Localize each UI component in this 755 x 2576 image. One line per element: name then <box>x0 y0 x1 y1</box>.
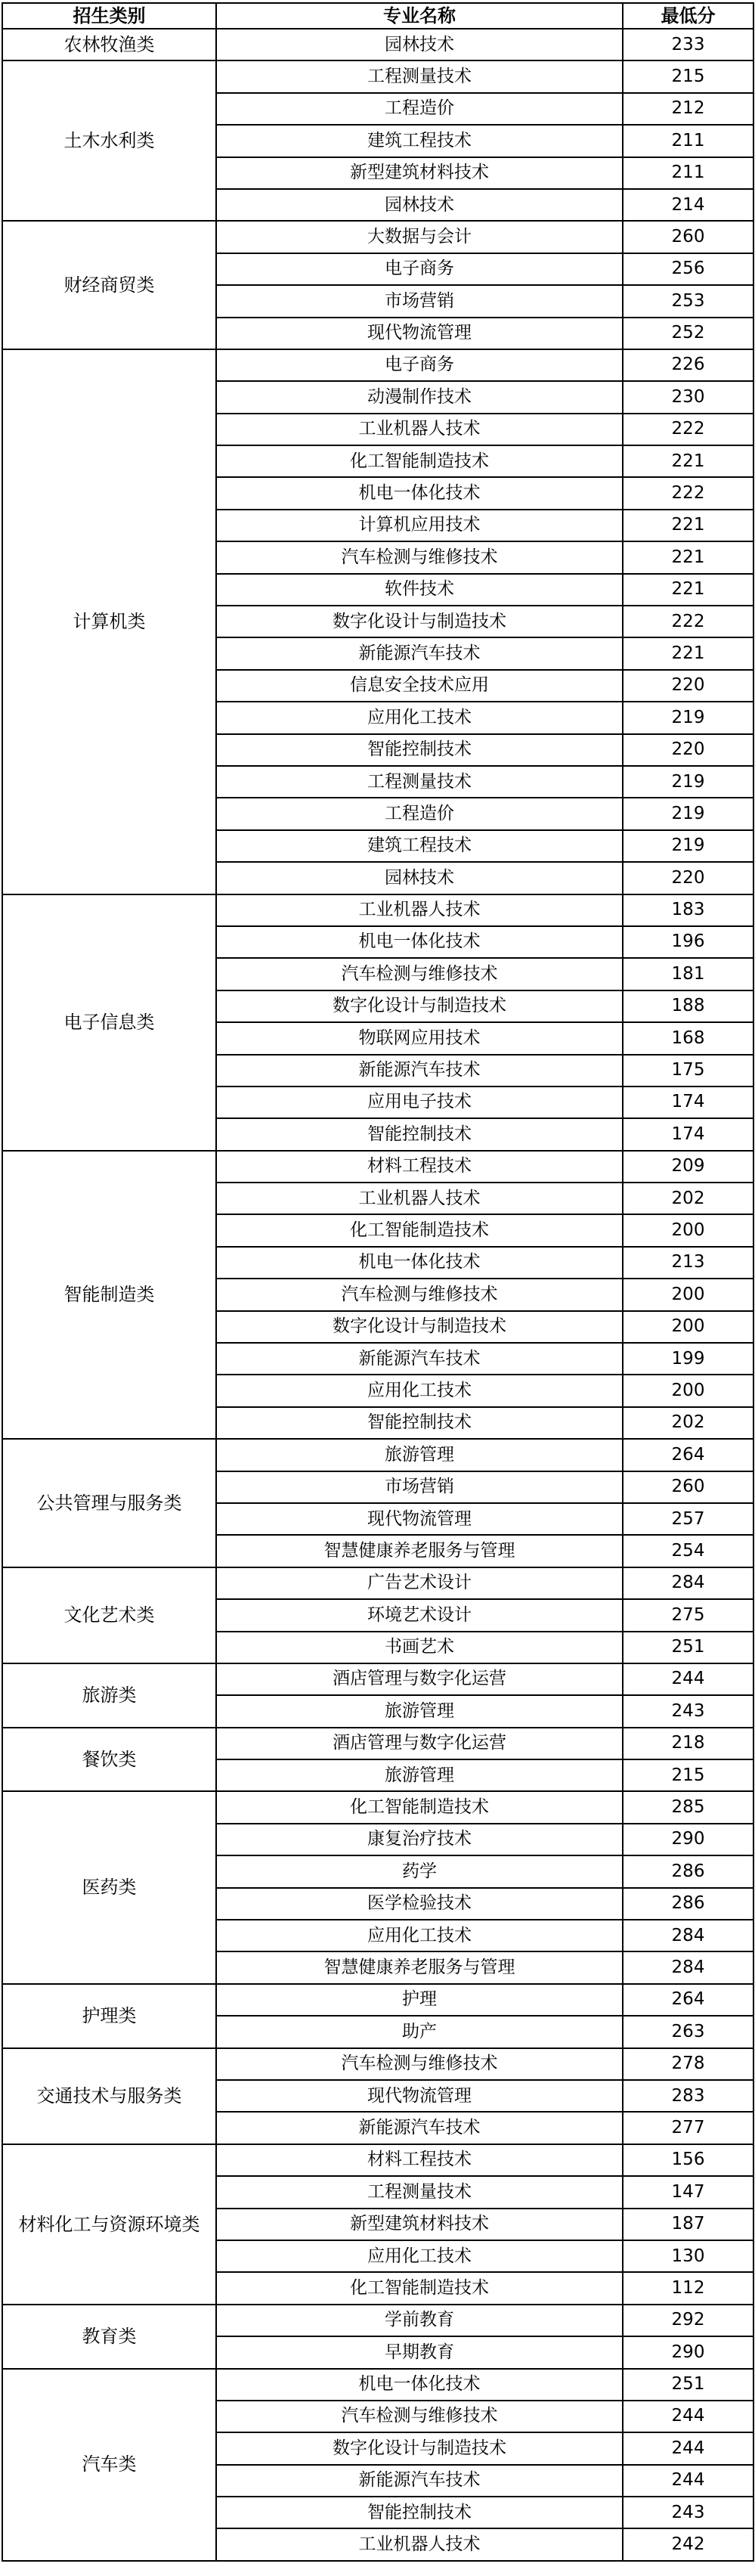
score-cell: 219 <box>623 798 753 829</box>
major-cell: 智能控制技术 <box>216 1407 623 1439</box>
score-cell: 211 <box>623 157 753 189</box>
table-row <box>2 1439 753 1471</box>
header-major: 专业名称 <box>216 3 623 29</box>
table-row <box>2 2048 753 2080</box>
score-cell: 168 <box>623 1022 753 1054</box>
category-cell: 智能制造类 <box>2 1151 216 1440</box>
score-cell: 221 <box>623 541 753 573</box>
score-cell: 251 <box>623 2369 753 2401</box>
header-row <box>2 3 753 29</box>
table-row <box>2 60 753 92</box>
major-cell: 学前教育 <box>216 2305 623 2336</box>
major-cell: 书画艺术 <box>216 1632 623 1663</box>
score-cell: 220 <box>623 734 753 766</box>
major-cell: 大数据与会计 <box>216 221 623 253</box>
score-cell: 221 <box>623 510 753 541</box>
score-cell: 230 <box>623 381 753 413</box>
major-cell: 现代物流管理 <box>216 2080 623 2112</box>
major-cell: 新能源汽车技术 <box>216 2112 623 2144</box>
major-cell: 旅游管理 <box>216 1439 623 1471</box>
category-cell: 文化艺术类 <box>2 1567 216 1663</box>
header-category: 招生类别 <box>2 3 216 29</box>
score-cell: 253 <box>623 285 753 317</box>
major-cell: 汽车检测与维修技术 <box>216 2401 623 2432</box>
score-cell: 175 <box>623 1055 753 1087</box>
score-cell: 112 <box>623 2272 753 2304</box>
admission-score-table <box>2 2 754 2562</box>
major-cell: 园林技术 <box>216 189 623 221</box>
major-cell: 园林技术 <box>216 862 623 894</box>
score-cell: 277 <box>623 2112 753 2144</box>
major-cell: 工程测量技术 <box>216 60 623 92</box>
score-cell: 214 <box>623 189 753 221</box>
major-cell: 现代物流管理 <box>216 1503 623 1535</box>
major-cell: 早期教育 <box>216 2336 623 2368</box>
major-cell: 机电一体化技术 <box>216 1247 623 1279</box>
major-cell: 动漫制作技术 <box>216 381 623 413</box>
score-cell: 174 <box>623 1118 753 1150</box>
score-cell: 264 <box>623 1439 753 1471</box>
category-cell: 公共管理与服务类 <box>2 1439 216 1567</box>
major-cell: 智能控制技术 <box>216 734 623 766</box>
score-cell: 260 <box>623 221 753 253</box>
major-cell: 软件技术 <box>216 574 623 606</box>
major-cell: 医学检验技术 <box>216 1888 623 1920</box>
major-cell: 工业机器人技术 <box>216 2528 623 2560</box>
major-cell: 应用电子技术 <box>216 1087 623 1118</box>
score-cell: 220 <box>623 670 753 702</box>
major-cell: 数字化设计与制造技术 <box>216 2432 623 2464</box>
major-cell: 计算机应用技术 <box>216 510 623 541</box>
score-cell: 285 <box>623 1791 753 1823</box>
score-cell: 264 <box>623 1984 753 2016</box>
score-cell: 220 <box>623 862 753 894</box>
score-cell: 215 <box>623 1759 753 1791</box>
score-cell: 252 <box>623 318 753 349</box>
score-cell: 244 <box>623 1663 753 1695</box>
category-cell: 土木水利类 <box>2 60 216 221</box>
score-cell: 200 <box>623 1311 753 1343</box>
score-cell: 244 <box>623 2465 753 2497</box>
score-cell: 181 <box>623 958 753 990</box>
major-cell: 化工智能制造技术 <box>216 1791 623 1823</box>
table-row <box>2 29 753 60</box>
score-cell: 188 <box>623 990 753 1022</box>
score-cell: 263 <box>623 2016 753 2047</box>
score-cell: 242 <box>623 2528 753 2560</box>
major-cell: 智能控制技术 <box>216 2497 623 2528</box>
score-cell: 183 <box>623 894 753 926</box>
score-cell: 200 <box>623 1214 753 1246</box>
major-cell: 智能控制技术 <box>216 1118 623 1150</box>
major-cell: 助产 <box>216 2016 623 2047</box>
score-cell: 221 <box>623 445 753 477</box>
score-cell: 221 <box>623 637 753 669</box>
score-cell: 219 <box>623 830 753 862</box>
score-cell: 226 <box>623 349 753 381</box>
score-cell: 284 <box>623 1567 753 1599</box>
table-body <box>2 29 753 2561</box>
major-cell: 新型建筑材料技术 <box>216 157 623 189</box>
table-row <box>2 2305 753 2336</box>
score-cell: 156 <box>623 2144 753 2176</box>
major-cell: 工程造价 <box>216 798 623 829</box>
score-cell: 219 <box>623 766 753 798</box>
score-cell: 244 <box>623 2432 753 2464</box>
major-cell: 市场营销 <box>216 285 623 317</box>
table-row <box>2 1728 753 1759</box>
table-row <box>2 2369 753 2401</box>
major-cell: 酒店管理与数字化运营 <box>216 1663 623 1695</box>
score-cell: 202 <box>623 1183 753 1214</box>
major-cell: 物联网应用技术 <box>216 1022 623 1054</box>
major-cell: 市场营销 <box>216 1471 623 1503</box>
score-cell: 196 <box>623 926 753 958</box>
score-cell: 221 <box>623 574 753 606</box>
major-cell: 汽车检测与维修技术 <box>216 958 623 990</box>
score-cell: 256 <box>623 253 753 285</box>
category-cell: 电子信息类 <box>2 894 216 1151</box>
header-score: 最低分 <box>623 3 753 29</box>
table-row <box>2 894 753 926</box>
category-cell: 教育类 <box>2 2305 216 2369</box>
score-cell: 200 <box>623 1279 753 1310</box>
major-cell: 应用化工技术 <box>216 2240 623 2272</box>
score-cell: 130 <box>623 2240 753 2272</box>
major-cell: 机电一体化技术 <box>216 2369 623 2401</box>
table-row <box>2 1663 753 1695</box>
major-cell: 电子商务 <box>216 349 623 381</box>
major-cell: 智慧健康养老服务与管理 <box>216 1951 623 1983</box>
table-row <box>2 1791 753 1823</box>
major-cell: 机电一体化技术 <box>216 477 623 509</box>
major-cell: 旅游管理 <box>216 1759 623 1791</box>
score-cell: 209 <box>623 1151 753 1183</box>
score-cell: 222 <box>623 606 753 637</box>
major-cell: 汽车检测与维修技术 <box>216 1279 623 1310</box>
major-cell: 新能源汽车技术 <box>216 1343 623 1375</box>
score-cell: 212 <box>623 93 753 125</box>
score-cell: 211 <box>623 125 753 157</box>
score-cell: 202 <box>623 1407 753 1439</box>
score-cell: 219 <box>623 702 753 733</box>
major-cell: 新能源汽车技术 <box>216 1055 623 1087</box>
score-cell: 278 <box>623 2048 753 2080</box>
score-cell: 251 <box>623 1632 753 1663</box>
major-cell: 新能源汽车技术 <box>216 637 623 669</box>
score-cell: 284 <box>623 1951 753 1983</box>
major-cell: 化工智能制造技术 <box>216 2272 623 2304</box>
major-cell: 工业机器人技术 <box>216 1183 623 1214</box>
score-cell: 174 <box>623 1087 753 1118</box>
table-row <box>2 1151 753 1183</box>
category-cell: 材料化工与资源环境类 <box>2 2144 216 2305</box>
score-cell: 233 <box>623 29 753 60</box>
category-cell: 护理类 <box>2 1984 216 2048</box>
major-cell: 汽车检测与维修技术 <box>216 2048 623 2080</box>
major-cell: 工业机器人技术 <box>216 894 623 926</box>
score-cell: 244 <box>623 2401 753 2432</box>
major-cell: 广告艺术设计 <box>216 1567 623 1599</box>
score-cell: 286 <box>623 1888 753 1920</box>
score-cell: 283 <box>623 2080 753 2112</box>
major-cell: 工程造价 <box>216 93 623 125</box>
major-cell: 药学 <box>216 1855 623 1887</box>
score-cell: 286 <box>623 1855 753 1887</box>
score-cell: 215 <box>623 60 753 92</box>
category-cell: 餐饮类 <box>2 1728 216 1792</box>
major-cell: 化工智能制造技术 <box>216 445 623 477</box>
major-cell: 机电一体化技术 <box>216 926 623 958</box>
category-cell: 旅游类 <box>2 1663 216 1728</box>
major-cell: 信息安全技术应用 <box>216 670 623 702</box>
score-cell: 199 <box>623 1343 753 1375</box>
score-cell: 254 <box>623 1535 753 1567</box>
category-cell: 医药类 <box>2 1791 216 1983</box>
major-cell: 建筑工程技术 <box>216 830 623 862</box>
score-cell: 243 <box>623 2497 753 2528</box>
table-row <box>2 2144 753 2176</box>
score-cell: 260 <box>623 1471 753 1503</box>
major-cell: 数字化设计与制造技术 <box>216 990 623 1022</box>
table-row <box>2 1984 753 2016</box>
major-cell: 酒店管理与数字化运营 <box>216 1728 623 1759</box>
score-cell: 275 <box>623 1599 753 1631</box>
major-cell: 化工智能制造技术 <box>216 1214 623 1246</box>
major-cell: 环境艺术设计 <box>216 1599 623 1631</box>
table-row <box>2 1567 753 1599</box>
score-cell: 222 <box>623 477 753 509</box>
score-cell: 222 <box>623 414 753 445</box>
major-cell: 应用化工技术 <box>216 1375 623 1406</box>
major-cell: 旅游管理 <box>216 1695 623 1727</box>
major-cell: 工业机器人技术 <box>216 414 623 445</box>
score-cell: 147 <box>623 2176 753 2208</box>
score-cell: 290 <box>623 2336 753 2368</box>
major-cell: 现代物流管理 <box>216 318 623 349</box>
major-cell: 园林技术 <box>216 29 623 60</box>
score-cell: 292 <box>623 2305 753 2336</box>
major-cell: 建筑工程技术 <box>216 125 623 157</box>
major-cell: 康复治疗技术 <box>216 1824 623 1855</box>
table-row <box>2 221 753 253</box>
major-cell: 数字化设计与制造技术 <box>216 1311 623 1343</box>
category-cell: 交通技术与服务类 <box>2 2048 216 2144</box>
score-cell: 243 <box>623 1695 753 1727</box>
table-row <box>2 349 753 381</box>
score-cell: 257 <box>623 1503 753 1535</box>
major-cell: 汽车检测与维修技术 <box>216 541 623 573</box>
score-cell: 290 <box>623 1824 753 1855</box>
category-cell: 农林牧渔类 <box>2 29 216 60</box>
major-cell: 新能源汽车技术 <box>216 2465 623 2497</box>
score-cell: 187 <box>623 2209 753 2240</box>
major-cell: 数字化设计与制造技术 <box>216 606 623 637</box>
score-cell: 200 <box>623 1375 753 1406</box>
major-cell: 电子商务 <box>216 253 623 285</box>
major-cell: 智慧健康养老服务与管理 <box>216 1535 623 1567</box>
major-cell: 工程测量技术 <box>216 766 623 798</box>
major-cell: 应用化工技术 <box>216 702 623 733</box>
major-cell: 材料工程技术 <box>216 1151 623 1183</box>
major-cell: 应用化工技术 <box>216 1920 623 1951</box>
major-cell: 材料工程技术 <box>216 2144 623 2176</box>
major-cell: 工程测量技术 <box>216 2176 623 2208</box>
score-cell: 213 <box>623 1247 753 1279</box>
score-cell: 284 <box>623 1920 753 1951</box>
major-cell: 护理 <box>216 1984 623 2016</box>
major-cell: 新型建筑材料技术 <box>216 2209 623 2240</box>
category-cell: 财经商贸类 <box>2 221 216 349</box>
score-cell: 218 <box>623 1728 753 1759</box>
category-cell: 计算机类 <box>2 349 216 894</box>
category-cell: 汽车类 <box>2 2369 216 2561</box>
